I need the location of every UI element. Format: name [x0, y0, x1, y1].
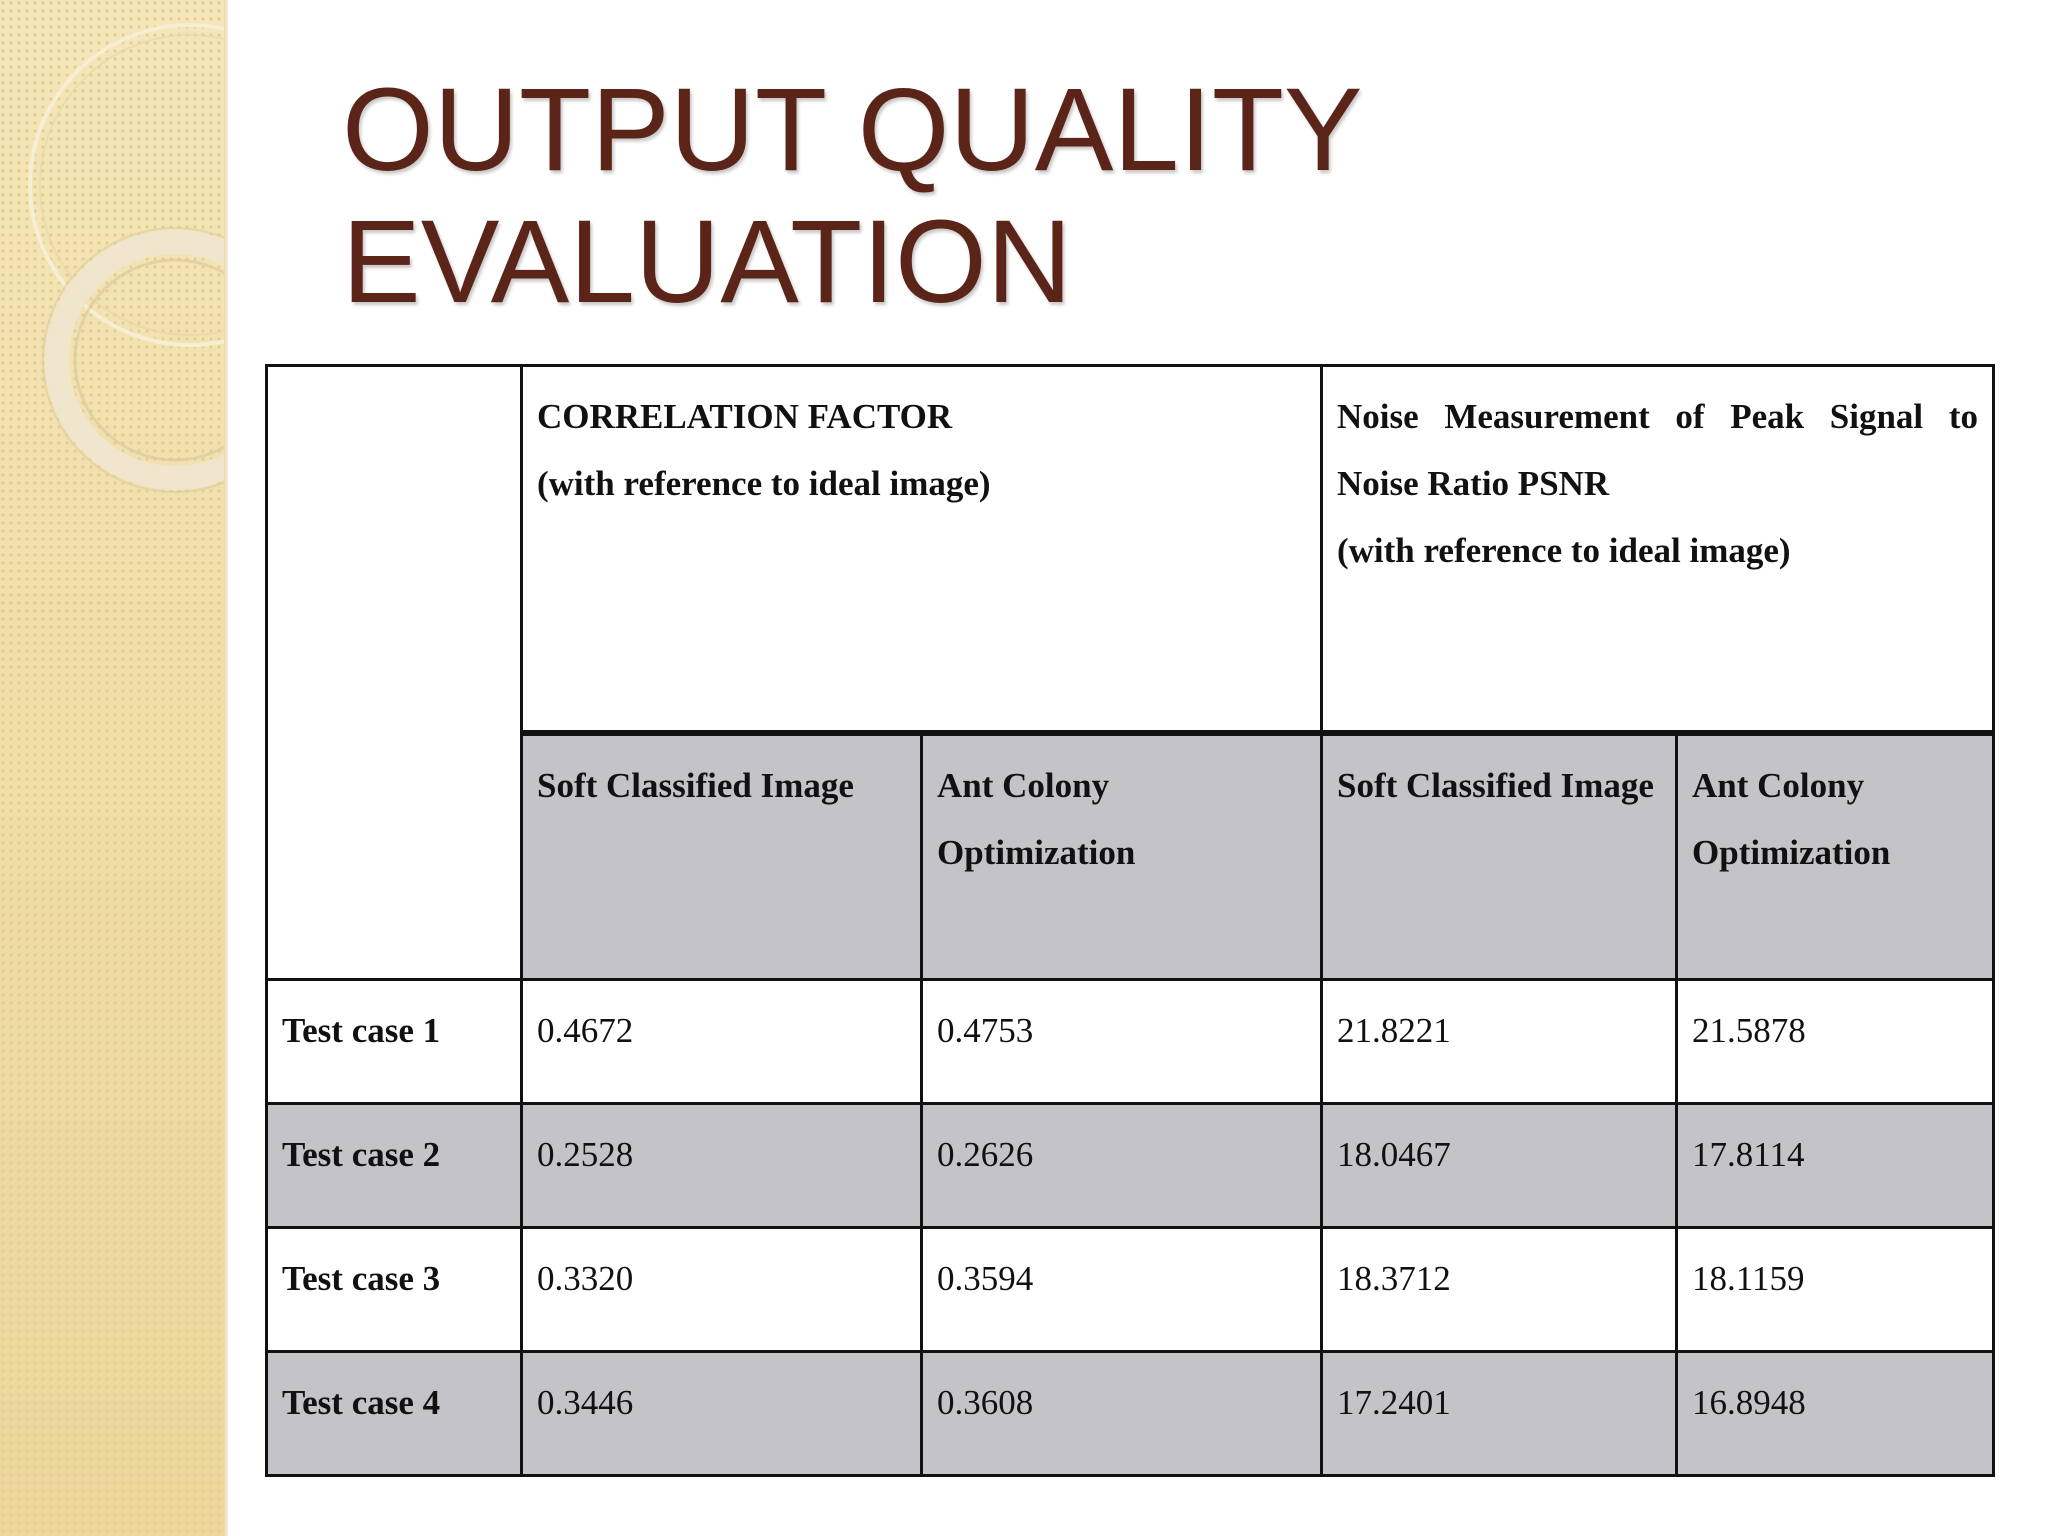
sidebar-edge [224, 0, 228, 1536]
subheader-cell: Soft Classified Image [522, 733, 922, 980]
table-cell: 0.3320 [522, 1228, 922, 1352]
group-header-line: Noise Measurement of Peak Signal to Noise Ratio PSNR [1337, 397, 1978, 503]
table-subheader-row [267, 733, 1994, 980]
title-line-1: OUTPUT QUALITY [342, 64, 1363, 196]
table-row [267, 1352, 1994, 1476]
group-header-line: (with reference to ideal image) [537, 464, 991, 503]
page-title [342, 64, 1363, 328]
decorative-rings [0, 0, 228, 1536]
table-cell: 18.3712 [1322, 1228, 1677, 1352]
subheader-cell: Ant Colony Optimization [922, 733, 1322, 980]
row-label: Test case 3 [267, 1228, 522, 1352]
table-row [267, 1104, 1994, 1228]
group-header-line: (with reference to ideal image) [1337, 531, 1791, 570]
decorative-sidebar [0, 0, 228, 1536]
quality-evaluation-table [265, 364, 1995, 1477]
row-label: Test case 1 [267, 980, 522, 1104]
row-label: Test case 4 [267, 1352, 522, 1476]
subheader-cell: Soft Classified Image [1322, 733, 1677, 980]
correlation-factor-header [522, 366, 1322, 734]
group-header-line: CORRELATION FACTOR [537, 397, 953, 436]
table-cell: 0.4753 [922, 980, 1322, 1104]
corner-cell [267, 366, 522, 980]
table-cell: 0.3608 [922, 1352, 1322, 1476]
table-cell: 18.1159 [1677, 1228, 1994, 1352]
table-cell: 16.8948 [1677, 1352, 1994, 1476]
table-cell: 18.0467 [1322, 1104, 1677, 1228]
table-cell: 0.3594 [922, 1228, 1322, 1352]
row-label: Test case 2 [267, 1104, 522, 1228]
table-cell: 21.5878 [1677, 980, 1994, 1104]
table-cell: 0.3446 [522, 1352, 922, 1476]
psnr-header [1322, 366, 1994, 734]
table-cell: 17.2401 [1322, 1352, 1677, 1476]
table-cell: 0.4672 [522, 980, 922, 1104]
table-header-row [267, 366, 1994, 734]
table-cell: 0.2626 [922, 1104, 1322, 1228]
table-cell: 17.8114 [1677, 1104, 1994, 1228]
table-cell: 0.2528 [522, 1104, 922, 1228]
subheader-cell: Ant Colony Optimization [1677, 733, 1994, 980]
table-cell: 21.8221 [1322, 980, 1677, 1104]
table-row [267, 1228, 1994, 1352]
title-line-2: EVALUATION [342, 196, 1073, 328]
table-row [267, 980, 1994, 1104]
